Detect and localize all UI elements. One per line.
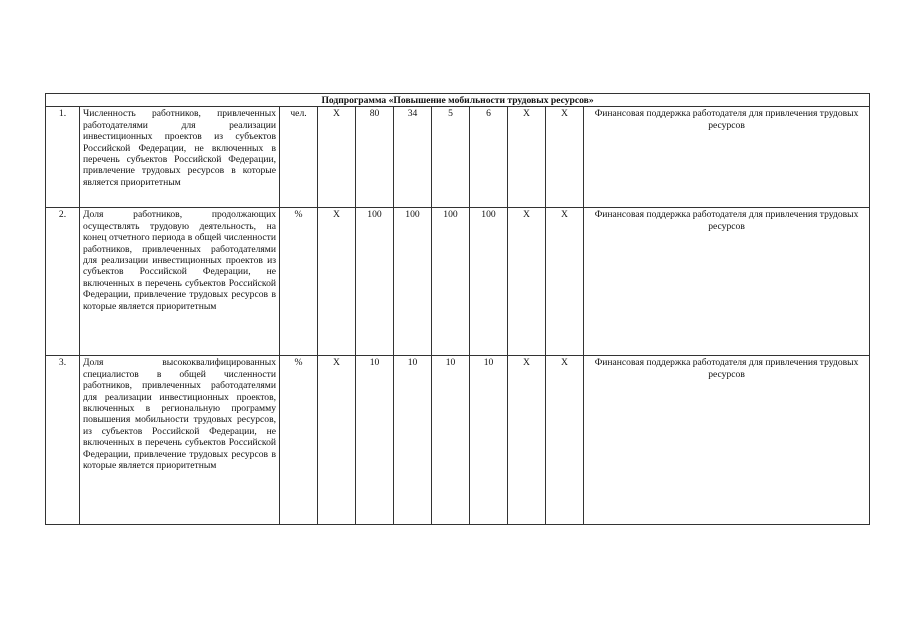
measure-cell: Финансовая поддержка работодателя для привлечения трудовых ресурсов <box>584 107 870 208</box>
value-cell: X <box>318 356 356 525</box>
value-cell: X <box>546 208 584 356</box>
value-cell: 100 <box>432 208 470 356</box>
value-cell: 100 <box>356 208 394 356</box>
measure-cell: Финансовая поддержка работодателя для привлечения трудовых ресурсов <box>584 356 870 525</box>
subprogram-header-row <box>46 94 870 107</box>
value-cell: 5 <box>432 107 470 208</box>
indicators-table <box>45 93 870 525</box>
value-cell: 100 <box>394 208 432 356</box>
indicator-name: Численность работников, привлеченных работодателями для реализации инвестиционных проектов из субъектов Российской Федерации, не включенных в перечень субъектов Российской Федерации, привлечение трудовых ресурсов в которые является приоритетным <box>80 107 280 208</box>
value-cell: 6 <box>470 107 508 208</box>
row-number: 1. <box>46 107 80 208</box>
unit-cell: чел. <box>280 107 318 208</box>
value-cell: 34 <box>394 107 432 208</box>
value-cell: X <box>508 356 546 525</box>
unit-cell: % <box>280 208 318 356</box>
row-number: 3. <box>46 356 80 525</box>
value-cell: 10 <box>356 356 394 525</box>
document-page <box>45 93 869 525</box>
subprogram-title: Подпрограмма «Повышение мобильности трудовых ресурсов» <box>46 94 870 107</box>
table-row <box>46 107 870 208</box>
value-cell: X <box>546 107 584 208</box>
value-cell: X <box>508 208 546 356</box>
value-cell: 100 <box>470 208 508 356</box>
unit-cell: % <box>280 356 318 525</box>
indicator-name: Доля работников, продолжающих осуществлять трудовую деятельность, на конец отчетного периода в общей численности работников, привлеченных работодателями для реализации инвестиционных проектов из субъектов Российской Федерации, не включенных в перечень субъектов Российской Федерации, привлечение трудовых ресурсов в которые является приоритетным <box>80 208 280 356</box>
row-number: 2. <box>46 208 80 356</box>
measure-cell: Финансовая поддержка работодателя для привлечения трудовых ресурсов <box>584 208 870 356</box>
table-row <box>46 208 870 356</box>
value-cell: 10 <box>394 356 432 525</box>
table-row <box>46 356 870 525</box>
value-cell: X <box>318 107 356 208</box>
value-cell: X <box>508 107 546 208</box>
value-cell: X <box>318 208 356 356</box>
value-cell: X <box>546 356 584 525</box>
value-cell: 10 <box>470 356 508 525</box>
value-cell: 10 <box>432 356 470 525</box>
indicator-name: Доля высококвалифицированных специалистов в общей численности работников, привлеченных работодателями для реализации инвестиционных проектов, включенных в региональную программу повышения мобильности трудовых ресурсов, из субъектов Российской Федерации, не включенных в перечень субъектов Российской Федерации, привлечение трудовых ресурсов в которые является приоритетным <box>80 356 280 525</box>
value-cell: 80 <box>356 107 394 208</box>
